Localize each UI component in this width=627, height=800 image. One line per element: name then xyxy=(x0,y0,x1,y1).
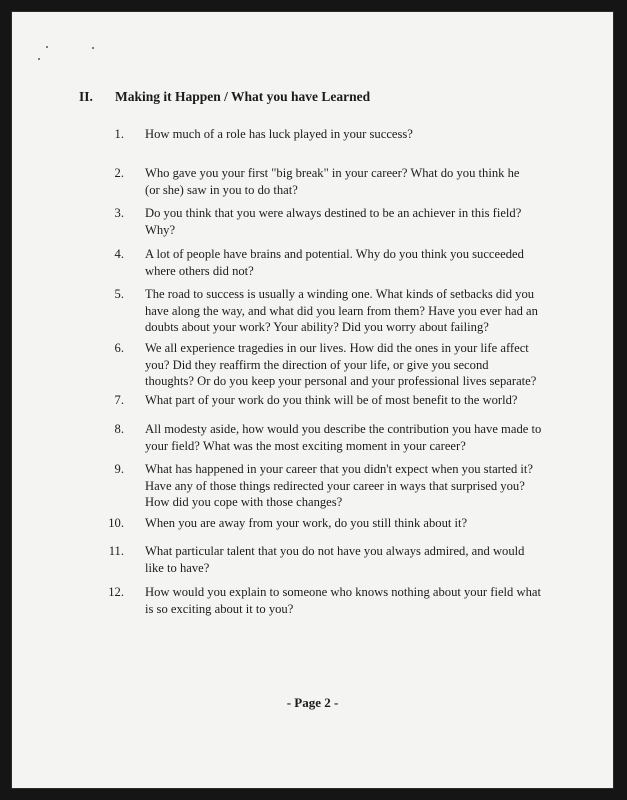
section-heading xyxy=(79,89,370,105)
question-text: A lot of people have brains and potential. Why do you think you succeeded where others did not? xyxy=(145,247,524,278)
question-number: 4. xyxy=(114,247,124,261)
question-text: How much of a role has luck played in your success? xyxy=(145,127,413,141)
question-number: 1. xyxy=(114,127,124,141)
question-number: 12. xyxy=(108,585,124,599)
question-number: 7. xyxy=(114,393,124,407)
section-title: Making it Happen / What you have Learned xyxy=(115,89,371,104)
question-number: 2. xyxy=(114,166,124,180)
document-page xyxy=(12,12,613,788)
section-number: II. xyxy=(79,89,93,104)
question-text: Who gave you your first "big break" in your career? What do you think he (or she) saw in you to do that? xyxy=(145,166,520,197)
question-text: When you are away from your work, do you still think about it? xyxy=(145,516,468,530)
question-number: 11. xyxy=(108,544,124,558)
question-number: 9. xyxy=(114,462,124,476)
question-number: 5. xyxy=(114,287,124,301)
question-number: 10. xyxy=(108,516,124,530)
document-body xyxy=(12,12,613,788)
question-text: What part of your work do you think will be of most benefit to the world? xyxy=(145,393,518,407)
question-text: We all experience tragedies in our lives. How did the ones in your life affect you? Did they reaffirm the direction of your life, or give you second thoughts? Or do you keep your personal and your professional lives separate? xyxy=(145,341,537,389)
question-text: What particular talent that you do not have you always admired, and would like to have? xyxy=(145,544,525,575)
question-text: The road to success is usually a winding one. What kinds of setbacks did you have along the way, and what did you learn from them? Have you ever had an doubts about your work? Your ability? Did you worry about failing? xyxy=(145,287,538,335)
page-footer: - Page 2 - xyxy=(286,695,339,710)
question-text: Do you think that you were always destined to be an achiever in this field? Why? xyxy=(145,206,522,237)
question-text: How would you explain to someone who knows nothing about your field what is so exciting about it to you? xyxy=(145,585,541,616)
question-number: 8. xyxy=(114,422,124,436)
question-number: 3. xyxy=(114,206,124,220)
question-text: All modesty aside, how would you describe the contribution you have made to your field? What was the most exciting moment in your career? xyxy=(145,422,542,453)
question-number: 6. xyxy=(114,341,124,355)
question-text: What has happened in your career that you didn't expect when you started it? Have any of those things redirected your career in ways that surprised you? How did you cope with those changes? xyxy=(145,462,533,510)
